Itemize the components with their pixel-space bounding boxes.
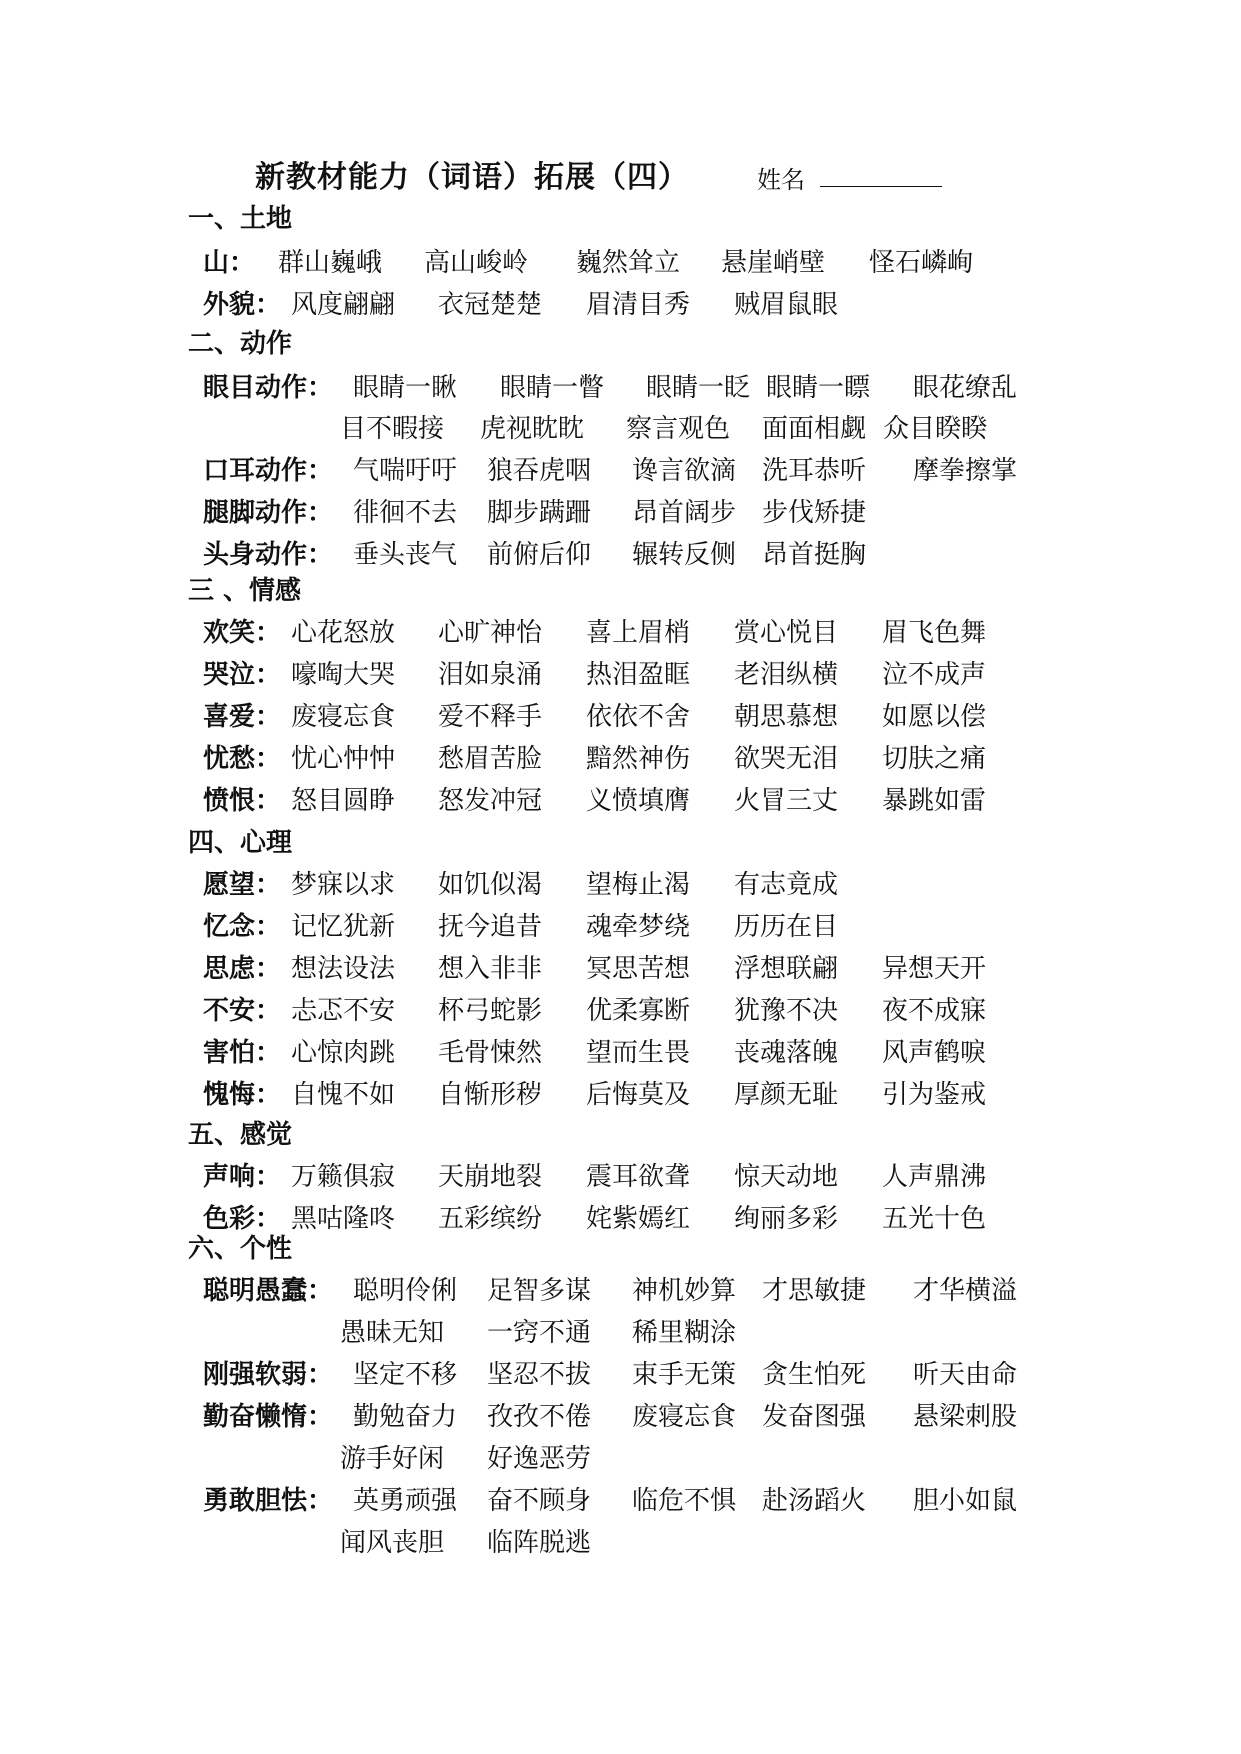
idiom: 孜孜不倦 [487,1402,592,1432]
idiom: 望梅止渴 [586,870,691,900]
idiom: 步伐矫捷 [762,498,867,528]
idiom: 聪明伶俐 [353,1276,458,1306]
idiom: 抚今追昔 [438,912,543,942]
vocab-row [0,242,1241,278]
idiom: 喜上眉梢 [586,618,691,648]
idiom: 震耳欲聋 [586,1162,691,1192]
name-blank-line [820,186,942,187]
idiom: 望而生畏 [586,1038,691,1068]
idiom: 废寝忘食 [291,702,396,732]
idiom: 听天由命 [913,1360,1018,1390]
idiom: 废寝忘食 [632,1402,737,1432]
idiom: 愚昧无知 [340,1318,445,1348]
idiom: 夜不成寐 [882,996,987,1026]
idiom: 徘徊不去 [353,498,458,528]
idiom: 心惊肉跳 [291,1038,396,1068]
category-label: 不安： [203,996,282,1026]
vocab-row [0,696,1241,732]
vocab-row [0,492,1241,528]
idiom: 依依不舍 [586,702,691,732]
idiom: 忧心忡忡 [291,744,396,774]
idiom: 暴跳如雷 [882,786,987,816]
idiom: 绚丽多彩 [734,1204,839,1234]
vocab-row [0,654,1241,690]
category-label: 愤恨： [203,786,282,816]
idiom: 风声鹤唳 [882,1038,987,1068]
vocab-row [0,1480,1241,1516]
section-heading: 四、心理 [188,828,293,858]
vocab-row [0,1156,1241,1192]
idiom: 发奋图强 [762,1402,867,1432]
idiom: 怒发冲冠 [438,786,543,816]
idiom: 一窍不通 [487,1318,592,1348]
idiom: 姹紫嫣红 [586,1204,691,1234]
section-heading: 六、个性 [188,1234,293,1264]
idiom: 临危不惧 [632,1486,737,1516]
idiom: 爱不释手 [438,702,543,732]
vocab-row [0,864,1241,900]
vocab-row [0,780,1241,816]
idiom: 辗转反侧 [632,540,737,570]
idiom: 众目睽睽 [883,414,988,444]
category-label: 色彩： [203,1204,282,1234]
idiom: 历历在目 [734,912,839,942]
category-label: 聪明愚蠢： [203,1276,334,1306]
idiom: 万籁俱寂 [291,1162,396,1192]
idiom: 想入非非 [438,954,543,984]
category-label: 山： [203,248,256,278]
idiom: 自愧不如 [291,1080,396,1110]
category-label: 愧悔： [203,1080,282,1110]
idiom: 丧魂落魄 [734,1038,839,1068]
idiom: 垂头丧气 [353,540,458,570]
idiom: 冥思苦想 [586,954,691,984]
category-label: 眼目动作： [203,373,334,403]
idiom: 风度翩翩 [291,290,396,320]
section-heading: 三 、情感 [188,576,302,606]
idiom: 欲哭无泪 [734,744,839,774]
idiom: 胆小如鼠 [913,1486,1018,1516]
idiom: 巍然耸立 [576,248,681,278]
idiom: 才思敏捷 [762,1276,867,1306]
section-heading: 二、动作 [188,329,293,359]
page-title: 新教材能力（词语）拓展（四） [255,160,689,195]
idiom: 悬崖峭壁 [721,248,826,278]
idiom: 义愤填膺 [586,786,691,816]
idiom: 热泪盈眶 [586,660,691,690]
category-label: 哭泣： [203,660,282,690]
vocab-row-continued [0,408,1241,444]
vocab-row [0,612,1241,648]
idiom: 察言观色 [626,414,731,444]
category-label: 勤奋懒惰： [203,1402,334,1432]
idiom: 临阵脱逃 [487,1528,592,1558]
idiom: 五光十色 [882,1204,987,1234]
vocab-row [0,1074,1241,1110]
idiom: 脚步蹒跚 [487,498,592,528]
idiom: 犹豫不决 [734,996,839,1026]
category-label: 忆念： [203,912,282,942]
idiom: 昂首阔步 [632,498,737,528]
idiom: 泪如泉涌 [438,660,543,690]
category-label: 刚强软弱： [203,1360,334,1390]
idiom: 贪生怕死 [762,1360,867,1390]
idiom: 眼睛一瞥 [500,373,605,403]
idiom: 惊天动地 [734,1162,839,1192]
category-label: 欢笑： [203,618,282,648]
idiom: 老泪纵横 [734,660,839,690]
category-label: 思虑： [203,954,282,984]
idiom: 才华横溢 [913,1276,1018,1306]
idiom: 优柔寡断 [586,996,691,1026]
vocab-row [0,990,1241,1026]
category-label: 害怕： [203,1038,282,1068]
idiom: 气喘吁吁 [353,456,458,486]
idiom: 摩拳擦掌 [913,456,1018,486]
idiom: 眉飞色舞 [882,618,987,648]
idiom: 游手好闲 [340,1444,445,1474]
idiom: 眼睛一瞅 [353,373,458,403]
idiom: 火冒三丈 [734,786,839,816]
idiom: 五彩缤纷 [438,1204,543,1234]
vocab-row [0,284,1241,320]
idiom: 怒目圆睁 [291,786,396,816]
idiom: 衣冠楚楚 [438,290,543,320]
vocab-row [0,1396,1241,1432]
idiom: 记忆犹新 [291,912,396,942]
idiom: 异想天开 [882,954,987,984]
idiom: 谗言欲滴 [632,456,737,486]
category-label: 忧愁： [203,744,282,774]
idiom: 黯然神伤 [586,744,691,774]
idiom: 毛骨悚然 [438,1038,543,1068]
vocab-row [0,738,1241,774]
idiom: 如愿以偿 [882,702,987,732]
idiom: 有志竟成 [734,870,839,900]
idiom: 切肤之痛 [882,744,987,774]
category-label: 喜爱： [203,702,282,732]
vocab-row [0,1270,1241,1306]
idiom: 朝思慕想 [734,702,839,732]
vocab-row [0,1032,1241,1068]
idiom: 虎视眈眈 [480,414,585,444]
category-label: 勇敢胆怯： [203,1486,334,1516]
vocab-row [0,1354,1241,1390]
name-label: 姓名 [757,166,805,194]
idiom: 心旷神怡 [438,618,543,648]
idiom: 洗耳恭听 [762,456,867,486]
idiom: 赴汤蹈火 [762,1486,867,1516]
idiom: 好逸恶劳 [487,1444,592,1474]
idiom: 面面相觑 [762,414,867,444]
idiom: 坚忍不拔 [487,1360,592,1390]
category-label: 声响： [203,1162,282,1192]
idiom: 稀里糊涂 [632,1318,737,1348]
idiom: 后悔莫及 [586,1080,691,1110]
idiom: 忐忑不安 [291,996,396,1026]
idiom: 群山巍峨 [278,248,383,278]
idiom: 英勇顽强 [353,1486,458,1516]
idiom: 前俯后仰 [487,540,592,570]
idiom: 魂牵梦绕 [586,912,691,942]
idiom: 浮想联翩 [734,954,839,984]
section-heading: 五、感觉 [188,1120,293,1150]
idiom: 嚎啕大哭 [291,660,396,690]
vocab-row [0,1198,1241,1234]
idiom: 贼眉鼠眼 [734,290,839,320]
category-label: 口耳动作： [203,456,334,486]
idiom: 闻风丧胆 [340,1528,445,1558]
idiom: 高山峻岭 [424,248,529,278]
category-label: 愿望： [203,870,282,900]
idiom: 天崩地裂 [438,1162,543,1192]
category-label: 外貌： [203,290,282,320]
idiom: 赏心悦目 [734,618,839,648]
idiom: 梦寐以求 [291,870,396,900]
vocab-row [0,450,1241,486]
idiom: 愁眉苦脸 [438,744,543,774]
idiom: 厚颜无耻 [734,1080,839,1110]
idiom: 心花怒放 [291,618,396,648]
idiom: 眉清目秀 [586,290,691,320]
idiom: 坚定不移 [353,1360,458,1390]
vocab-row-continued [0,1522,1241,1558]
idiom: 眼花缭乱 [913,373,1018,403]
idiom: 泣不成声 [882,660,987,690]
idiom: 黑咕隆咚 [291,1204,396,1234]
vocab-row-continued [0,1438,1241,1474]
idiom: 奋不顾身 [487,1486,592,1516]
idiom: 自惭形秽 [438,1080,543,1110]
idiom: 勤勉奋力 [353,1402,458,1432]
idiom: 狼吞虎咽 [487,456,592,486]
vocab-row [0,367,1241,403]
idiom: 眼睛一瞟 [766,373,871,403]
idiom: 怪石嶙峋 [869,248,974,278]
category-label: 腿脚动作： [203,498,334,528]
idiom: 引为鉴戒 [882,1080,987,1110]
vocab-row-continued [0,1312,1241,1348]
idiom: 目不暇接 [340,414,445,444]
idiom: 神机妙算 [632,1276,737,1306]
idiom: 如饥似渴 [438,870,543,900]
idiom: 眼睛一眨 [646,373,751,403]
idiom: 杯弓蛇影 [438,996,543,1026]
idiom: 昂首挺胸 [762,540,867,570]
category-label: 头身动作： [203,540,334,570]
vocab-row [0,906,1241,942]
idiom: 束手无策 [632,1360,737,1390]
vocab-row [0,534,1241,570]
idiom: 悬梁刺股 [913,1402,1018,1432]
idiom: 想法设法 [291,954,396,984]
idiom: 人声鼎沸 [882,1162,987,1192]
vocab-row [0,948,1241,984]
idiom: 足智多谋 [487,1276,592,1306]
section-heading: 一、土地 [188,204,293,234]
